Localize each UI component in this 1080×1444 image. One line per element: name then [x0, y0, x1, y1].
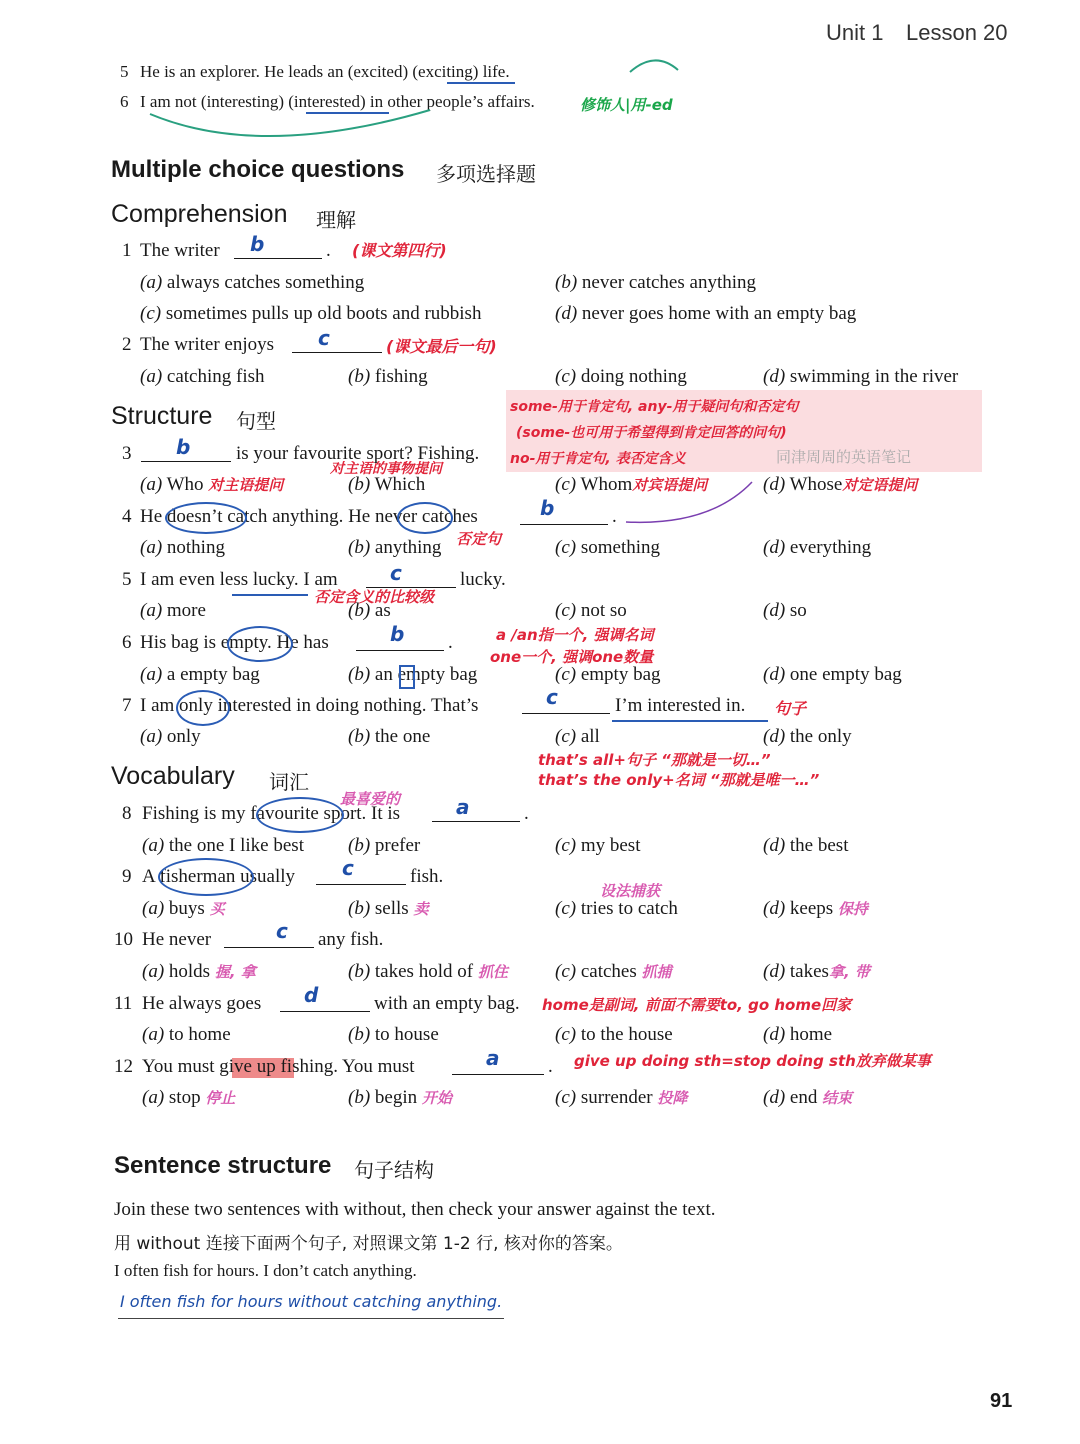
q6-answer: b [390, 622, 405, 646]
prev-q6-text: I am not (interesting) (interested) in other people’s affairs. [140, 92, 535, 111]
q10-option-a-note: 握, 拿 [214, 963, 256, 981]
q3-option-c: Whom [580, 474, 633, 495]
q1-end: . [326, 240, 331, 261]
q2-num: 2 [122, 334, 132, 355]
q8-option-c: my best [580, 835, 641, 856]
q9-option-b: sells [374, 898, 409, 919]
structure-title: Structure [111, 402, 213, 430]
q4-option-c: something [580, 537, 661, 558]
q3-option-a-note: 对主语提问 [208, 476, 284, 494]
q8-answer: a [456, 795, 470, 819]
q4-num: 4 [122, 506, 132, 527]
q12-option-d-note: 结束 [822, 1089, 853, 1107]
q10-blank [224, 947, 314, 948]
q12-note: give up doing sth=stop doing sth放弃做某事 [574, 1052, 931, 1070]
sentence-title: Sentence structure [114, 1152, 332, 1179]
q10-option-b-note: 抓住 [477, 963, 508, 981]
q6-option-d: one empty bag [789, 664, 902, 685]
q6-option-b: an empty bag [374, 664, 478, 685]
q8-num: 8 [122, 803, 132, 824]
q4-circle-doesnt [165, 502, 247, 534]
comprehension-zh: 理解 [316, 208, 356, 232]
q12-option-a: stop [168, 1087, 201, 1108]
q10-num: 10 [114, 929, 133, 950]
q3-option-d: Whose [789, 474, 843, 495]
q5-option-b: as [374, 600, 391, 621]
q3-option-b: Which [374, 474, 426, 495]
sentence-answer: I often fish for hours without catching anything. [120, 1292, 503, 1311]
q9-blank [316, 884, 406, 885]
sentence-instruction-en: Join these two sentences with without, then check your answer against the text. [114, 1199, 716, 1220]
q4-option-b: anything [374, 537, 442, 558]
q10-option-b: takes hold of [374, 961, 474, 982]
q11-option-a: to home [168, 1024, 231, 1045]
q2-stem: The writer enjoys [140, 334, 275, 355]
q4-option-a: nothing [166, 537, 225, 558]
q12-option-a-note: 停止 [205, 1089, 236, 1107]
q12-option-d: end [789, 1087, 818, 1108]
q11-end: with an empty bag. [374, 993, 520, 1014]
q7-num: 7 [122, 695, 132, 716]
q1-num: 1 [122, 240, 132, 261]
q2-option-b: fishing [374, 366, 428, 387]
q9-answer: c [342, 856, 354, 880]
q9-note: 设法捕获 [600, 882, 661, 900]
q8-end: . [524, 803, 529, 824]
q7-underline [612, 720, 768, 722]
q7-stem: I am only interested in doing nothing. That’s [140, 695, 479, 716]
q11-num: 11 [114, 993, 133, 1014]
annotation-arcs [140, 50, 700, 140]
q2-option-c: doing nothing [580, 366, 687, 387]
q9-option-a-note: 买 [209, 900, 225, 918]
q9-option-b-note: 卖 [413, 900, 429, 918]
q6-num: 6 [122, 632, 132, 653]
q1-answer: b [250, 232, 265, 256]
q12-option-b-note: 开始 [421, 1089, 452, 1107]
q9-num: 9 [122, 866, 132, 887]
q3-blank [141, 461, 231, 462]
q5-option-a: more [166, 600, 206, 621]
q6-circle-empty [227, 626, 293, 662]
q9-option-d: keeps [789, 898, 834, 919]
q2-option-a: catching fish [166, 366, 265, 387]
q8-note: 最喜爱的 [340, 790, 401, 808]
q3-option-a: Who [166, 474, 204, 495]
q5-stem: I am even less lucky. I am [140, 569, 338, 590]
mcq-title-zh: 多项选择题 [436, 162, 536, 186]
q4-option-d: everything [789, 537, 872, 558]
q2-answer: c [318, 326, 330, 350]
q2-option-d: swimming in the river [789, 366, 959, 387]
q6-stem: His bag is empty. He has [140, 632, 329, 653]
q8-circle-favourite [256, 797, 344, 833]
grammar-note-1: some-用于肯定句, any-用于疑问句和否定句 [510, 399, 799, 415]
q7-option-d: the only [789, 726, 852, 747]
sentence-given: I often fish for hours. I don’t catch anything. [114, 1261, 417, 1280]
q7-note-1: that’s all+句子 “那就是一切…” [538, 751, 771, 769]
q12-stem: You must give up fishing. You must [142, 1056, 415, 1077]
q7-option-c: all [580, 726, 600, 747]
q4-stem: He doesn’t catch anything. He never catches [140, 506, 478, 527]
sentence-zh: 句子结构 [354, 1158, 434, 1182]
q2-note: (课文最后一句) [386, 337, 497, 356]
q9-option-a: buys [168, 898, 205, 919]
q1-option-b: never catches anything [581, 272, 756, 293]
q8-option-d: the best [789, 835, 849, 856]
mcq-title: Multiple choice questions [111, 156, 405, 183]
page-number: 91 [990, 1390, 1013, 1412]
comprehension-title: Comprehension [111, 200, 288, 228]
prev-q6-note: 修饰人|用-ed [580, 96, 673, 114]
q4-note: 否定句 [456, 530, 502, 548]
q4-answer: b [540, 496, 555, 520]
q5-option-c: not so [580, 600, 627, 621]
lesson-label: Lesson 20 [906, 20, 1008, 45]
q6-box-n [399, 665, 415, 689]
q9-option-c: tries to catch [580, 898, 678, 919]
q11-note: home是副词, 前面不需要to, go home回家 [542, 996, 852, 1014]
q7-answer: c [546, 685, 558, 709]
q7-option-b: the one [374, 726, 431, 747]
q5-underline-less-lucky [232, 594, 308, 596]
q10-option-a: holds [168, 961, 211, 982]
q1-stem: The writer [140, 240, 220, 261]
unit-label: Unit 1 [826, 20, 884, 45]
q8-option-b: prefer [374, 835, 421, 856]
sentence-answer-line [118, 1318, 504, 1319]
q1-note: (课文第四行) [352, 241, 447, 260]
q10-stem: He never [142, 929, 212, 950]
prev-q5-num: 5 [120, 62, 129, 81]
prev-q5-text: He is an explorer. He leads an (excited) (exciting) life. [140, 62, 510, 81]
q12-blank [452, 1074, 544, 1075]
q5-option-d: so [789, 600, 807, 621]
q9-stem: A fisherman usually [142, 866, 296, 887]
structure-zh: 句型 [236, 409, 276, 433]
q11-stem: He always goes [142, 993, 262, 1014]
q10-option-c: catches [580, 961, 637, 982]
q3-answer: b [176, 435, 191, 459]
q8-blank [432, 821, 520, 822]
q5-note: 否定含义的比较级 [314, 588, 435, 606]
q4-arc [620, 478, 760, 528]
q12-num: 12 [114, 1056, 133, 1077]
q3-num: 3 [122, 443, 132, 464]
q11-blank [280, 1011, 370, 1012]
q7-blank [522, 713, 610, 714]
vocabulary-zh: 词汇 [269, 770, 309, 794]
q10-option-d-note: 拿, 带 [828, 963, 870, 981]
q12-option-c: surrender [580, 1087, 653, 1108]
q8-option-a: the one I like best [168, 835, 304, 856]
q7-option-a: only [166, 726, 201, 747]
q6-option-c: empty bag [580, 664, 661, 685]
q5-num: 5 [122, 569, 132, 590]
q3-option-c-note: 对宾语提问 [632, 476, 708, 494]
sentence-instruction-zh: 用 without 连接下面两个句子, 对照课文第 1-2 行, 核对你的答案。 [114, 1234, 623, 1254]
q10-end: any fish. [318, 929, 384, 950]
q7-note: 句子 [774, 699, 807, 718]
prev-q6-num: 6 [120, 92, 129, 111]
q3-stem: is your favourite sport? Fishing. [236, 443, 480, 464]
q11-option-d: home [789, 1024, 833, 1045]
q11-answer: d [304, 983, 319, 1007]
vocabulary-title: Vocabulary [111, 762, 235, 790]
q2-blank [292, 352, 382, 353]
q6-note-1: a /an指一个, 强调名词 [496, 626, 654, 644]
q11-option-b: to house [374, 1024, 439, 1045]
grammar-note-2: no-用于肯定句, 表否定含义 [510, 451, 686, 467]
q6-end: . [448, 632, 453, 653]
q1-option-a: always catches something [166, 272, 365, 293]
q3-note: 对主语的事物提问 [330, 461, 442, 477]
q7-circle-only [176, 690, 230, 726]
q9-circle-fisherman [158, 858, 254, 896]
q4-end: . [612, 506, 617, 527]
q1-option-c: sometimes pulls up old boots and rubbish [165, 303, 482, 324]
q6-option-a: a empty bag [166, 664, 260, 685]
q10-answer: c [276, 919, 288, 943]
q10-option-d: takes [789, 961, 829, 982]
q5-answer: c [390, 561, 402, 585]
q12-option-b: begin [374, 1087, 418, 1108]
q7-note-2: that’s the only+名词 “那就是唯一…” [538, 771, 820, 789]
q6-blank [356, 650, 444, 651]
watermark-text: 同津周周的英语笔记 [776, 448, 912, 466]
q12-answer: a [486, 1046, 500, 1070]
q7-end: I’m interested in. [615, 695, 746, 716]
grammar-note-1b: (some-也可用于希望得到肯定回答的问句) [516, 425, 787, 441]
q5-end: lucky. [460, 569, 506, 590]
q9-end: fish. [410, 866, 444, 887]
q3-option-d-note: 对定语提问 [842, 476, 918, 494]
q1-blank [234, 258, 322, 259]
q11-option-c: to the house [580, 1024, 673, 1045]
q6-note-2: one一个, 强调one数量 [490, 648, 654, 666]
q4-blank [520, 524, 608, 525]
q12-end: . [548, 1056, 553, 1077]
q10-option-c-note: 抓捕 [641, 963, 672, 981]
q12-option-c-note: 投降 [657, 1089, 688, 1107]
q1-option-d: never goes home with an empty bag [581, 303, 857, 324]
q9-option-d-note: 保持 [837, 900, 868, 918]
q8-stem: Fishing is my favourite sport. It is [142, 803, 401, 824]
q4-circle-never [397, 502, 453, 534]
